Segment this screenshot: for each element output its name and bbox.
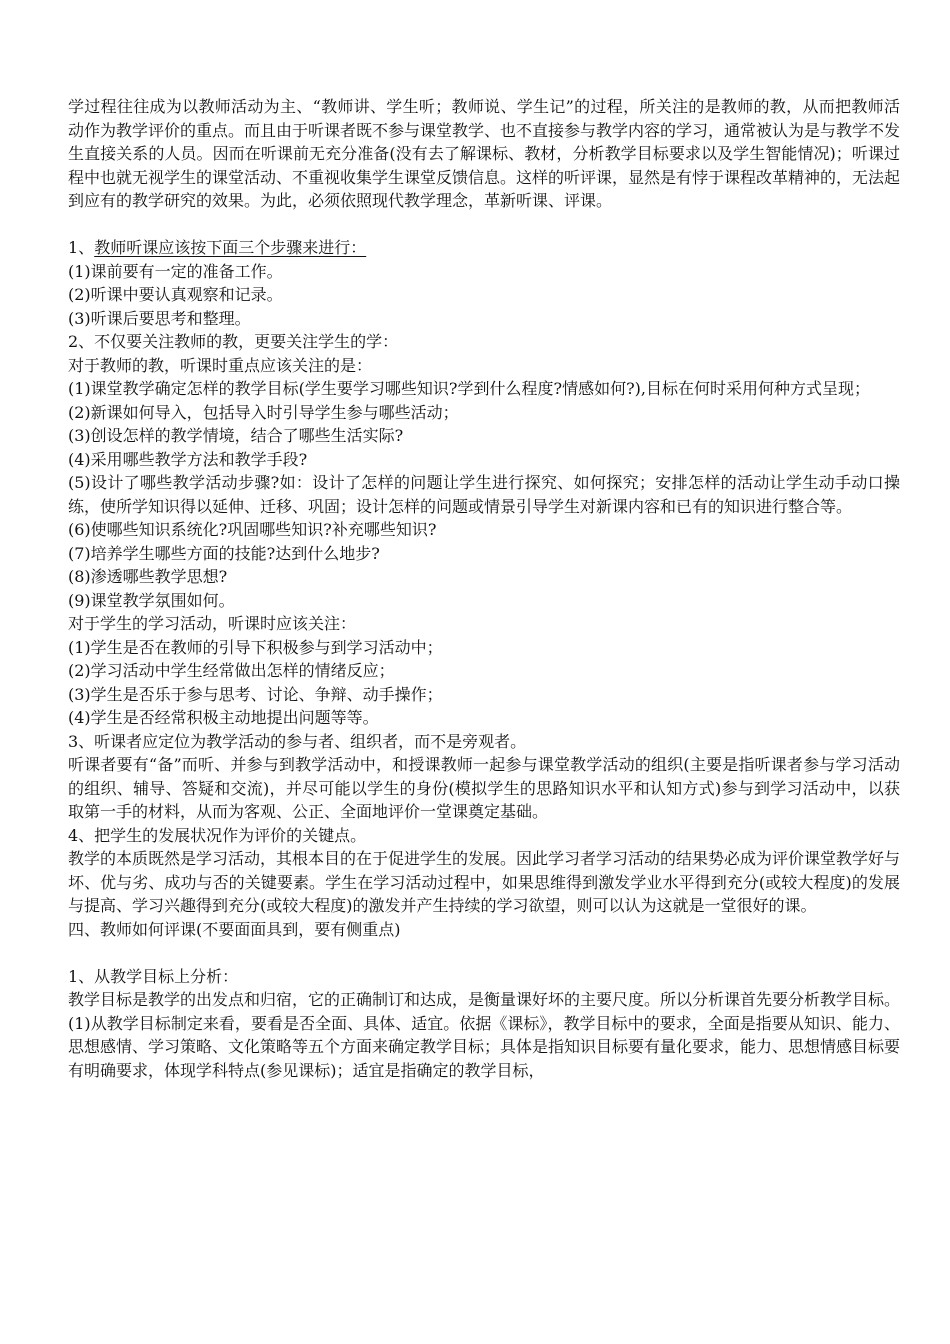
document-page bbox=[68, 95, 900, 1082]
list-item: (4)采用哪些教学方法和教学手段? bbox=[68, 449, 308, 469]
section-2-heading: 2、不仅要关注教师的教，更要关注学生的学： bbox=[68, 332, 399, 351]
list-item: (5)设计了哪些教学活动步骤?如：设计了怎样的问题让学生进行探究、如何探究；安排怎样的活动让学生动手动口操练，使所学知识得以延伸、迁移、巩固；设计怎样的问题或情景引导学生对新课内容和已有的知识进行整合等。 bbox=[68, 473, 900, 516]
section-3-body: 听课者要有“备”而听、并参与到教学活动中，和授课教师一起参与课堂教学活动的组织(主要是指听课者参与学习活动的组织、辅导、答疑和交流)，并尽可能以学生的身份(模拟学生的思路知识水平和认知方式)参与到学习活动中，以获取第一手的材料，从而为客观、公正、全面地评价一堂课奠定基础。 bbox=[68, 755, 900, 821]
list-item: (4)学生是否经常积极主动地提出问题等等。 bbox=[68, 708, 379, 727]
list-item: (1)课堂教学确定怎样的教学目标(学生要学习哪些知识?学到什么程度?情感如何?),目标在何时采用何种方式呈现； bbox=[68, 379, 870, 398]
list-item: (8)渗透哪些教学思想? bbox=[68, 567, 228, 586]
blank-line bbox=[68, 941, 900, 965]
section-4-heading: 4、把学生的发展状况作为评价的关键点。 bbox=[68, 825, 367, 845]
list-item: (2)学习活动中学生经常做出怎样的情绪反应； bbox=[68, 661, 395, 680]
section-1-heading bbox=[68, 236, 900, 260]
list-item: (9)课堂教学氛围如何。 bbox=[68, 590, 235, 610]
blank-line bbox=[68, 213, 900, 237]
list-item: (1)从教学目标制定来看，要看是否全面、具体、适宜。依据《课标》，教学目标中的要求，全面是指要从知识、能力、思想感情、学习策略、文化策略等五个方面来确定教学目标；具体是指知识目标要有量化要求，能力、思想情感目标要有明确要求，体现学科特点(参见课标)；适宜是指确定的教学目标， bbox=[68, 1013, 901, 1080]
teacher-focus-intro: 对于教师的教，听课时重点应该关注的是： bbox=[68, 355, 373, 375]
section-1-number: 1、 bbox=[68, 238, 95, 257]
list-item: (1)课前要有一定的准备工作。 bbox=[68, 261, 283, 281]
point-1-body: 教学目标是教学的出发点和归宿，它的正确制订和达成，是衡量课好坏的主要尺度。所以分析课首先要分析教学目标。 bbox=[68, 990, 901, 1009]
list-item: (3)创设怎样的教学情境，结合了哪些生活实际? bbox=[68, 426, 404, 445]
list-item: (3)听课后要思考和整理。 bbox=[68, 308, 251, 328]
list-item: (2)新课如何导入，包括导入时引导学生参与哪些活动； bbox=[68, 402, 459, 422]
part-4-heading: 四、教师如何评课(不要面面具到，要有侧重点) bbox=[68, 919, 401, 939]
list-item: (2)听课中要认真观察和记录。 bbox=[68, 285, 283, 304]
list-item: (7)培养学生哪些方面的技能?达到什么地步? bbox=[68, 543, 380, 563]
student-focus-intro: 对于学生的学习活动，听课时应该关注： bbox=[68, 614, 357, 633]
section-1-title: 教师听课应该按下面三个步骤来进行： bbox=[94, 238, 367, 257]
list-item: (3)学生是否乐于参与思考、讨论、争辩、动手操作； bbox=[68, 684, 443, 704]
section-3-heading: 3、听课者应定位为教学活动的参与者、组织者，而不是旁观者。 bbox=[68, 731, 527, 751]
section-4-body: 教学的本质既然是学习活动，其根本目的在于促进学生的发展。因此学习者学习活动的结果势必成为评价课堂教学好与坏、优与劣、成功与否的关键要素。学生在学习活动过程中，如果思维得到激发学业水平得到充分(或较大程度)的发展与提高、学习兴趣得到充分(或较大程度)的激发并产生持续的学习欲望，则可以认为这就是一堂很好的课。 bbox=[68, 849, 901, 915]
list-item: (6)使哪些知识系统化?巩固哪些知识?补充哪些知识? bbox=[68, 520, 437, 539]
list-item: (1)学生是否在教师的引导下积极参与到学习活动中； bbox=[68, 637, 443, 657]
point-1-heading: 1、从教学目标上分析： bbox=[68, 966, 239, 986]
intro-paragraph: 学过程往往成为以教师活动为主、“教师讲、学生听；教师说、学生记”的过程，所关注的是教师的教，从而把教师活动作为教学评价的重点。而且由于听课者既不参与课堂教学、也不直接参与教学内容的学习，通常被认为是与教学不发生直接关系的人员。因而在听课前无充分准备(没有去了解课标、教材，分析教学目标要求以及学生智能情况)；听课过程中也就无视学生的课堂活动、不重视收集学生课堂反馈信息。这样的听评课，显然是有悖于课程改革精神的，无法起到应有的教学研究的效果。为此，必须依照现代教学理念，革新听课、评课。 bbox=[68, 97, 901, 210]
